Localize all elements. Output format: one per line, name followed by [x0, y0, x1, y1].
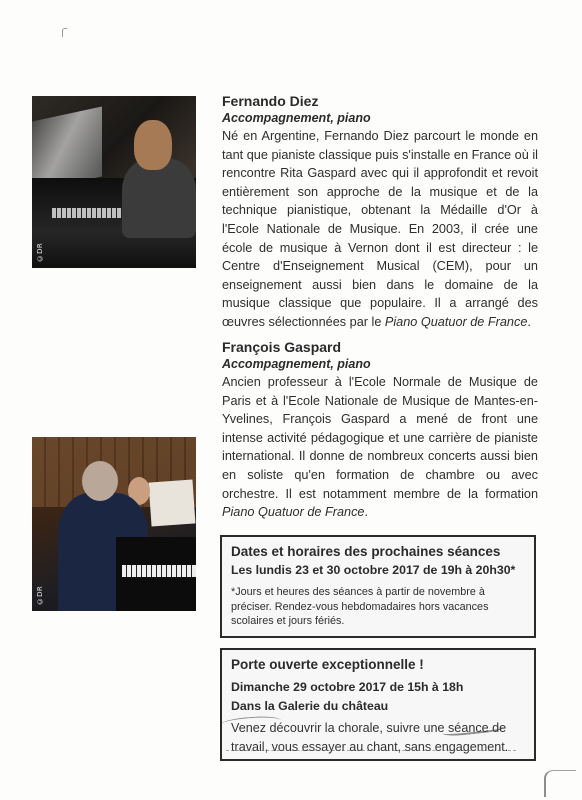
bio-text [222, 127, 538, 332]
bio-text-end: . [527, 314, 531, 329]
bio-role: Accompagnement, piano [222, 111, 371, 125]
schedule-note: *Jours et heures des séances à partir de novembre à préciser. Rendez-vous hebdomadaires hors vacances scolaires et jours fériés. [231, 586, 489, 627]
bio-fernando-diez [222, 93, 538, 332]
francois-gaspard-photo [32, 437, 196, 611]
bio-text-emphasis: Piano Quatuor de France [384, 314, 528, 329]
photo-credit: ©DR [36, 585, 44, 605]
pianist-body-shape [122, 158, 196, 238]
sheet-music-shape [149, 480, 196, 527]
bio-francois-gaspard [222, 339, 538, 522]
photo-credit: ©DR [36, 242, 44, 262]
bio-role: Accompagnement, piano [222, 357, 371, 371]
schedule-box [220, 535, 536, 638]
open-day-invite: Venez découvrir la chorale, suivre une séance de travail, vous essayer au chant, sans engagement. [231, 721, 509, 754]
open-day-date: Dimanche 29 octobre 2017 de 15h à 18h [231, 680, 464, 694]
paper-mark [62, 28, 67, 37]
schedule-dates: Les lundis 23 et 30 octobre 2017 de 19h à 20h30* [231, 563, 516, 577]
bio-text [222, 373, 538, 522]
bio-name: Fernando Diez [222, 93, 319, 109]
fernando-diez-photo [32, 96, 196, 268]
pianist-head-shape [134, 120, 172, 170]
piano-keys-shape [122, 565, 196, 577]
bio-name: François Gaspard [222, 339, 342, 355]
pianist-head-shape [82, 461, 118, 501]
bio-text-body: Né en Argentine, Fernando Diez parcourt le monde en tant que pianiste classique puis s'installe en France où il rencontre Rita Gaspard avec qui il approfondit et revoit entièrement son approche de la musique et de la technique pianistique, obtenant la Médaille d'Or à l'Ecole Nationale de Musique. En 2003, il crée une école de musique à Vernon dont il est directeur : le Centre d'Enseignement Musical (CEM), pour un enseignement aussi bien dans le domaine de la musique classique que populaire. Il a arrangé des œuvres sélectionnées par le [222, 129, 538, 329]
open-day-place: Dans la Galerie du château [231, 699, 389, 713]
bio-text-body: Ancien professeur à l'Ecole Normale de Musique de Paris et à l'Ecole Nationale de Musique de Mantes-en-Yvelines, François Gaspard a mené de front une intense activité pédagogique et une carrière de pianiste international. Il donne de nombreux concerts aussi bien en soliste qu'en formation de chambre ou avec orchestre. Il est notamment membre de la formation [222, 375, 538, 501]
scan-smudge [544, 770, 576, 797]
schedule-title: Dates et horaires des prochaines séances [231, 544, 501, 559]
open-day-title: Porte ouverte exceptionnelle ! [231, 657, 424, 672]
open-day-box [220, 648, 536, 761]
bio-text-end: . [364, 505, 368, 520]
bio-text-emphasis: Piano Quatuor de France [222, 505, 365, 520]
